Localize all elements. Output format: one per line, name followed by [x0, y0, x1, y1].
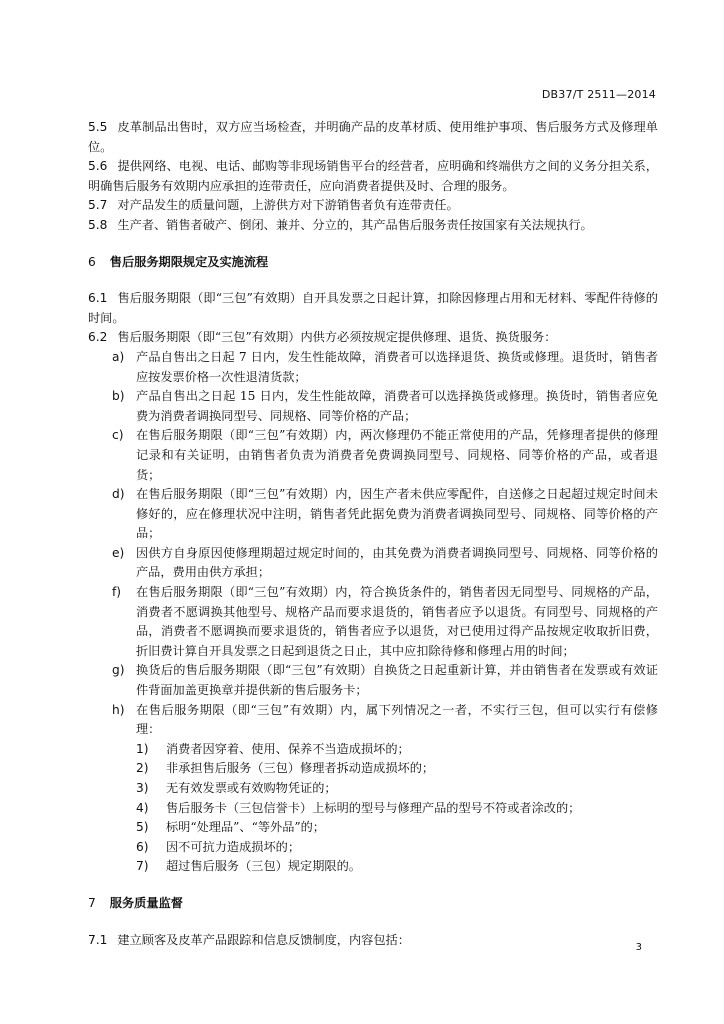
sub-item-marker: 3)	[136, 781, 149, 795]
spacer	[88, 914, 658, 931]
sub-item-text: 售后服务卡（三包信誉卡）上标明的型号与修理产品的型号不符或者涂改的；	[166, 800, 581, 815]
sub-item-marker: 7)	[136, 859, 149, 874]
page-number: 3	[635, 942, 642, 953]
clause-7-1	[88, 931, 658, 951]
spacer	[88, 272, 658, 289]
item-text: 在售后服务期限（即“三包”有效期）内，属下列情况之一者，不实行三包，但可以实行有偿修理：	[136, 702, 658, 737]
clause-number: 5.6	[88, 159, 108, 174]
item-marker: d)	[112, 487, 125, 502]
clause-6-2	[88, 328, 658, 348]
sub-item-7	[88, 857, 658, 877]
item-marker: e)	[112, 545, 125, 560]
item-text: 在售后服务期限（即“三包”有效期）内，因生产者未供应零配件，自送修之日起超过规定时间未修好的，应在修理状况中注明，销售者凭此据免费为消费者调换同型号、同规格、同等价格的产品；	[136, 487, 658, 541]
clause-text: 建立顾客及皮革产品跟踪和信息反馈制度，内容包括：	[117, 932, 410, 947]
sub-item-2	[88, 759, 658, 779]
page-content	[88, 118, 658, 950]
item-marker: c)	[112, 428, 124, 443]
clause-number: 7.1	[88, 932, 108, 947]
sub-item-marker: 2)	[136, 761, 149, 776]
sub-item-text: 消费者因穿着、使用、保养不当造成损坏的；	[166, 741, 410, 756]
clause-text: 提供网络、电视、电话、邮购等非现场销售平台的经营者，应明确和终端供方之间的义务分担关系，明确售后服务有效期内应承担的连带责任，应向消费者提供及时、合理的服务。	[88, 159, 658, 193]
item-text: 产品自售出之日起 15 日内，发生性能故障，消费者可以选择换货或修理。换货时，销售者应免费为消费者调换同型号、同规格、同等价格的产品；	[136, 389, 658, 423]
list-item-f	[88, 583, 658, 661]
list-item-b	[88, 387, 658, 426]
item-marker: b)	[112, 389, 125, 404]
clause-number: 5.5	[88, 120, 108, 134]
sub-item-marker: 6)	[136, 839, 149, 854]
item-text: 在售后服务期限（即“三包”有效期）内，两次修理仍不能正常使用的产品，凭修理者提供的修理记录和有关证明，由销售者负责为消费者免费调换同型号、同规格、同等价格的产品，或者退货；	[136, 428, 658, 482]
sub-item-text: 超过售后服务（三包）规定期限的。	[166, 859, 361, 874]
clause-6-1	[88, 289, 658, 328]
clause-number: 6.2	[88, 330, 108, 345]
sub-item-text: 因不可抗力造成损坏的；	[166, 839, 301, 854]
sub-item-marker: 5)	[136, 820, 149, 835]
item-text: 因供方自身原因使修理期超过规定时间的，由其免费为消费者调换同型号、同规格、同等价格的产品，费用由供方承担；	[136, 545, 658, 580]
section-7-heading	[88, 894, 658, 914]
section-title: 售后服务期限规定及实施流程	[109, 254, 269, 269]
item-marker: h)	[112, 702, 125, 717]
clause-text: 生产者、销售者破产、倒闭、兼并、分立的，其产品售后服务责任按国家有关法规执行。	[117, 217, 593, 232]
sub-item-6	[88, 838, 658, 858]
sub-item-text: 非承担售后服务（三包）修理者拆动造成损坏的；	[166, 761, 435, 776]
clause-number: 5.7	[88, 198, 108, 213]
sub-item-5	[88, 818, 658, 838]
list-item-a	[88, 348, 658, 387]
list-item-h	[88, 701, 658, 740]
sub-item-3	[88, 779, 658, 799]
clause-text: 皮革制品出售时，双方应当场检查，并明确产品的皮革材质、使用维护事项、售后服务方式及修理单位。	[88, 120, 658, 154]
clause-5-7	[88, 196, 658, 216]
sub-item-marker: 4)	[136, 800, 149, 815]
item-marker: g)	[112, 663, 125, 678]
list-item-e	[88, 544, 658, 583]
list-item-g	[88, 661, 658, 700]
clause-text: 售后服务期限（即“三包”有效期）内供方必须按规定提供修理、退货、换货服务：	[117, 330, 557, 345]
standard-code: DB37/T 2511—2014	[541, 88, 656, 101]
item-text: 产品自售出之日起 7 日内，发生性能故障，消费者可以选择退货、换货或修理。退货时，销售者应按发票价格一次性退清货款；	[136, 349, 658, 384]
sub-item-text: 无有效发票或有效购物凭证的；	[166, 781, 337, 795]
item-marker: a)	[112, 349, 125, 364]
list-item-c	[88, 426, 658, 485]
spacer	[88, 877, 658, 894]
sub-item-text: 标明“处理品”、“等外品”的；	[166, 820, 325, 835]
section-number: 7	[88, 895, 96, 910]
clause-5-6	[88, 157, 658, 196]
list-item-d	[88, 485, 658, 544]
clause-5-5	[88, 118, 658, 157]
clause-number: 6.1	[88, 291, 108, 306]
sub-item-1	[88, 740, 658, 760]
sub-item-marker: 1)	[136, 741, 149, 756]
clause-text: 对产品发生的质量问题，上游供方对下游销售者负有连带责任。	[117, 198, 459, 213]
section-title: 服务质量监督	[109, 895, 183, 910]
sub-item-4	[88, 799, 658, 819]
spacer	[88, 236, 658, 253]
clause-text: 售后服务期限（即“三包”有效期）自开具发票之日起计算，扣除因修理占用和无材料、零配件待修的时间。	[88, 291, 658, 325]
section-number: 6	[88, 254, 96, 269]
clause-5-8	[88, 216, 658, 236]
item-text: 换货后的售后服务期限（即“三包”有效期）自换货之日起重新计算，并由销售者在发票或有效证件背面加盖更换章并提供新的售后服务卡；	[136, 663, 658, 698]
item-text: 在售后服务期限（即“三包”有效期）内，符合换货条件的，销售者因无同型号、同规格的产品，消费者不愿调换其他型号、规格产品而要求退货的，销售者应予以退货。有同型号、同规格的产品，消费者不愿调换而要求退货的，销售者应予以退货，对已使用过得产品按规定收取折旧费，折旧费计算自开具发票之日起到退货之日止，其中应扣除待修和修理占用的时间；	[136, 585, 658, 658]
section-6-heading	[88, 253, 658, 273]
item-marker: f)	[112, 585, 122, 600]
clause-number: 5.8	[88, 217, 108, 232]
